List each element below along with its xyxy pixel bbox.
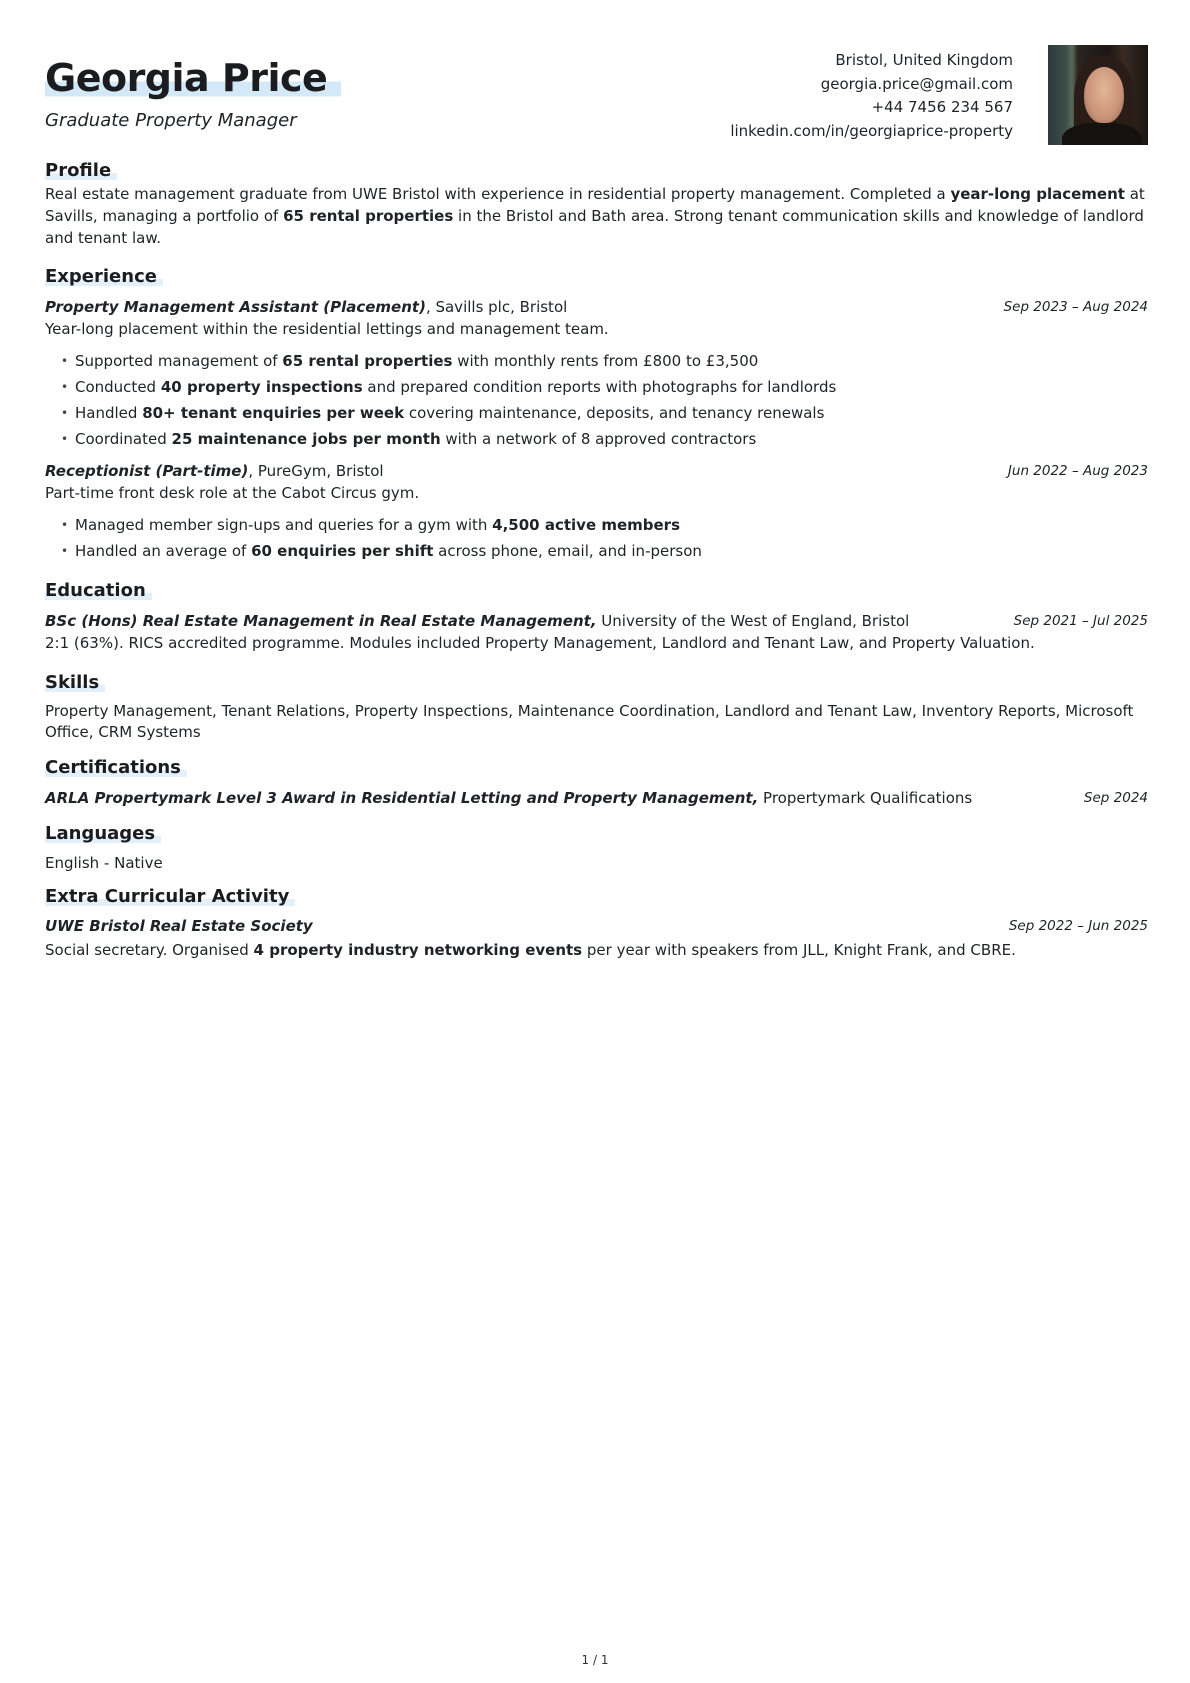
- section-title-languages: Languages: [45, 823, 161, 845]
- skills-text: Property Management, Tenant Relations, Property Inspections, Maintenance Coordination, Landlord and Tenant Law, Inventory Reports, Microsoft Office, CRM Systems: [45, 702, 1134, 742]
- job-date: Jun 2022 – Aug 2023: [1007, 463, 1148, 480]
- bullet-item: • Conducted 40 property inspections and prepared condition reports with photographs for landlords: [61, 374, 1148, 400]
- languages-text: English - Native: [45, 853, 163, 872]
- activity-org: UWE Bristol Real Estate Society: [45, 917, 313, 936]
- job-title: Receptionist (Part-time): [45, 462, 249, 481]
- job-bullets: [45, 512, 1148, 564]
- education-section: [45, 580, 1148, 654]
- extracurricular-entry: [45, 915, 1148, 961]
- resume-header: [45, 0, 1148, 160]
- contact-email[interactable]: georgia.price@gmail.com: [820, 74, 1013, 93]
- job-bullets: [45, 348, 1148, 452]
- extracurricular-section: [45, 886, 1148, 962]
- contact-linkedin[interactable]: linkedin.com/in/georgiaprice-property: [730, 121, 1013, 140]
- education-date: Sep 2021 – Jul 2025: [1013, 612, 1148, 629]
- experience-entry: [45, 296, 1148, 452]
- languages-section: [45, 823, 1148, 874]
- profile-text: Real estate management graduate from UWE Bristol with experience in residential property management. Completed a year-long placement at Savills, managing a portfolio of 65 rental properties in the Bristol and Bath area. Strong tenant communication skills and knowledge of landlord and tenant law.: [45, 184, 1145, 247]
- certification-entry: [45, 787, 1148, 809]
- experience-section: [45, 266, 1148, 565]
- education-details: 2:1 (63%). RICS accredited programme. Modules included Property Management, Landlord and Tenant Law, and Property Valuation.: [45, 633, 1035, 652]
- entry-heading: [45, 296, 1148, 318]
- entry-heading: [45, 460, 1148, 482]
- skills-section: [45, 672, 1148, 744]
- section-title-skills: Skills: [45, 672, 105, 694]
- degree-title: BSc (Hons) Real Estate Management in Real Estate Management,: [45, 611, 597, 630]
- candidate-name: Georgia Price: [45, 58, 341, 100]
- section-title-certifications: Certifications: [45, 757, 187, 779]
- certification-date: Sep 2024: [1083, 789, 1148, 806]
- institution: University of the West of England, Bristol: [596, 611, 910, 630]
- job-org: , PureGym, Bristol: [248, 462, 384, 481]
- certification-issuer: Propertymark Qualifications: [758, 788, 973, 807]
- contact-location: Bristol, United Kingdom: [835, 51, 1013, 69]
- section-title-experience: Experience: [45, 266, 163, 288]
- education-entry: [45, 610, 1148, 654]
- candidate-role: Graduate Property Manager: [45, 110, 297, 131]
- activity-text: Social secretary. Organised 4 property industry networking events per year with speakers from JLL, Knight Frank, and CBRE.: [45, 941, 1016, 960]
- certification-name: ARLA Propertymark Level 3 Award in Residential Letting and Property Management,: [45, 788, 759, 807]
- bullet-item: • Handled an average of 60 enquiries per shift across phone, email, and in-person: [61, 538, 1148, 564]
- job-summary: Year-long placement within the residential lettings and management team.: [45, 320, 609, 339]
- bullet-item: • Managed member sign-ups and queries for a gym with 4,500 active members: [61, 512, 1148, 538]
- experience-entry: [45, 460, 1148, 564]
- bullet-item: • Supported management of 65 rental properties with monthly rents from £800 to £3,500: [61, 348, 1148, 374]
- entry-heading: [45, 915, 1148, 937]
- page-number: 1 / 1: [581, 1653, 609, 1667]
- resume-page: [45, 0, 1148, 961]
- profile-photo: [1048, 45, 1148, 145]
- certifications-section: [45, 757, 1148, 809]
- bullet-item: • Handled 80+ tenant enquiries per week covering maintenance, deposits, and tenancy renewals: [61, 400, 1148, 426]
- activity-date: Sep 2022 – Jun 2025: [1008, 918, 1148, 935]
- contact-phone: +44 7456 234 567: [871, 98, 1013, 116]
- section-title-education: Education: [45, 580, 152, 602]
- job-org: , Savills plc, Bristol: [425, 298, 568, 317]
- contact-block: [730, 49, 1013, 143]
- job-date: Sep 2023 – Aug 2024: [1003, 299, 1148, 316]
- section-title-profile: Profile: [45, 160, 117, 182]
- job-title: Property Management Assistant (Placement): [45, 298, 426, 317]
- job-summary: Part-time front desk role at the Cabot Circus gym.: [45, 484, 420, 503]
- section-title-extracurricular: Extra Curricular Activity: [45, 886, 295, 908]
- profile-section: [45, 160, 1148, 249]
- entry-heading: [45, 610, 1148, 632]
- bullet-item: • Coordinated 25 maintenance jobs per month with a network of 8 approved contractors: [61, 426, 1148, 452]
